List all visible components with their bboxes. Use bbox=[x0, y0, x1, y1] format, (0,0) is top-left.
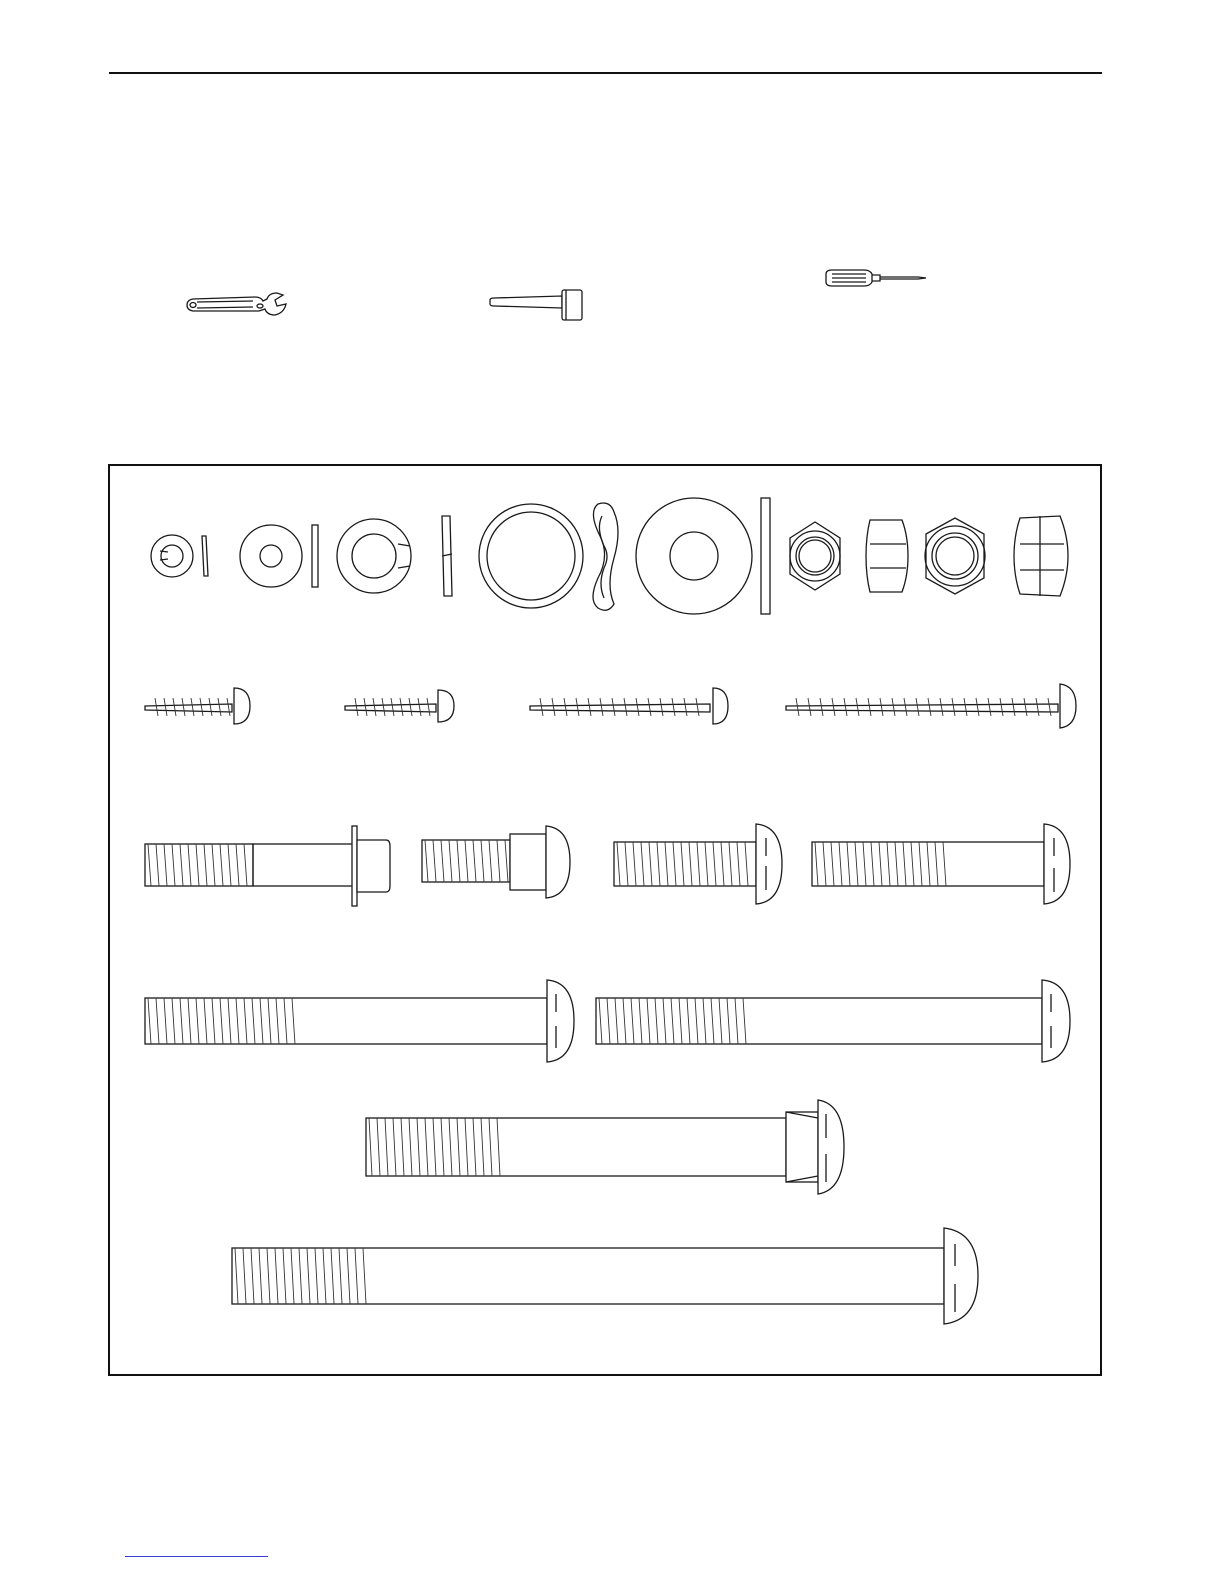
shoulder-bolt-short bbox=[422, 826, 570, 898]
wave-spring-washer bbox=[593, 503, 618, 610]
screw-long bbox=[786, 684, 1076, 728]
hardware-drawing bbox=[110, 466, 1100, 1374]
screw-short-b bbox=[345, 690, 454, 722]
footer-link-rule bbox=[125, 1556, 268, 1557]
button-bolt-long-b bbox=[596, 980, 1070, 1062]
flat-washer-small bbox=[240, 525, 318, 587]
large-ring-washer bbox=[479, 504, 583, 608]
button-bolt-extra-long bbox=[232, 1228, 978, 1324]
screw-short-a bbox=[145, 688, 250, 724]
phillips-screwdriver-icon bbox=[824, 268, 928, 288]
large-flat-washer bbox=[636, 498, 770, 614]
adjustable-wrench-icon bbox=[183, 291, 289, 319]
button-bolt-medium bbox=[812, 824, 1070, 904]
button-bolt-short bbox=[614, 824, 782, 904]
carriage-bolt bbox=[366, 1100, 844, 1194]
split-lock-washer-small bbox=[151, 535, 208, 577]
split-lock-washer-large bbox=[337, 516, 452, 596]
nylon-lock-nut-large bbox=[925, 516, 1068, 596]
rubber-mallet-icon bbox=[488, 288, 586, 322]
nylon-lock-nut-small bbox=[790, 520, 908, 592]
screw-medium bbox=[530, 688, 728, 724]
top-rule bbox=[109, 72, 1102, 74]
button-bolt-long-a bbox=[145, 980, 574, 1062]
flange-bolt bbox=[145, 826, 390, 906]
hardware-identification-chart bbox=[108, 464, 1102, 1376]
